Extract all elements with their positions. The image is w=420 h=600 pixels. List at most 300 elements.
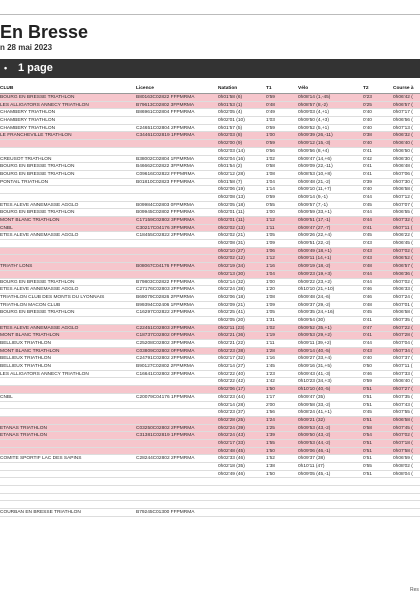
- velo-cell: 0h09'37 (29,-2): [298, 302, 331, 308]
- natation-cell: 0h02'05 (4): [218, 110, 243, 116]
- table-row[interactable]: [0, 432, 420, 440]
- natation-cell: 0h02'01 (10): [218, 118, 245, 124]
- velo-cell: 0h09'58 (33,-2): [298, 402, 331, 408]
- table-row[interactable]: [0, 194, 420, 202]
- table-row[interactable]: [0, 202, 420, 210]
- t1-cell: 0'59: [266, 125, 275, 131]
- t2-cell: 0'44: [363, 194, 372, 200]
- t1-cell: 1'42: [266, 379, 275, 385]
- course-cell: 0h07'27 (: [393, 387, 413, 393]
- licence-cell: C16297C02822 2FPMRMA: [136, 310, 195, 316]
- t1-cell: 1'00: [266, 133, 275, 139]
- course-cell: 0h06'36 (: [393, 271, 413, 277]
- t1-cell: 1'55: [266, 440, 275, 446]
- velo-cell: 0h09'47 (27,-7): [298, 225, 331, 231]
- course-cell: 0h07'17 (: [393, 110, 413, 116]
- natation-cell: 0h02'05 (20): [218, 317, 245, 323]
- table-row[interactable]: [0, 294, 420, 302]
- t1-cell: 1'08: [266, 294, 275, 300]
- t1-cell: 0'49: [266, 110, 275, 116]
- velo-cell: 0h09'49 (18,+1): [298, 248, 332, 254]
- velo-cell: 0h09'14 (40,-5): [298, 348, 331, 354]
- course-cell: 0h06'42 (: [393, 95, 413, 100]
- licence-cell: B08067C04176 FFPMRMA: [136, 264, 195, 270]
- velo-cell: 0h09'16 (31,+5): [298, 364, 332, 370]
- table-row[interactable]: [0, 363, 420, 371]
- t1-cell: 1'04: [266, 271, 275, 277]
- table-row[interactable]: [0, 132, 420, 140]
- col-header-course[interactable]: Course à: [393, 86, 414, 91]
- table-row[interactable]: [0, 378, 420, 386]
- table-row[interactable]: [0, 156, 420, 164]
- natation-cell: 0h01'58 (7): [218, 179, 243, 185]
- velo-cell: 0h10'10 (40,-5): [298, 387, 331, 393]
- t2-cell: 0'40: [363, 110, 372, 116]
- t1-cell: 1'03: [266, 118, 275, 124]
- natation-cell: 0h02'21 (36): [218, 333, 245, 339]
- licence-cell: C30217C04176 3FPMRMA: [136, 225, 195, 231]
- t1-cell: 0'59: [266, 194, 275, 200]
- table-row[interactable]: [0, 463, 420, 471]
- course-cell: 0h07'01 (: [393, 302, 413, 308]
- velo-cell: 0h09'11 (39,+2): [298, 341, 332, 346]
- course-cell: 0h07'22 (: [393, 325, 413, 331]
- t2-cell: 0'43: [363, 241, 372, 247]
- t1-cell: 1'39: [266, 433, 275, 439]
- table-row[interactable]: [0, 509, 420, 517]
- velo-cell: 0h09'19 (18,-2): [298, 264, 331, 270]
- t1-cell: 1'11: [266, 341, 275, 346]
- natation-cell: 0h02'49 (46): [218, 471, 245, 477]
- velo-cell: 0h09'10 (11,+7): [298, 187, 332, 193]
- t2-cell: 0'51: [363, 456, 372, 462]
- licence-cell: B09984C02803 0FPMRMA: [136, 202, 195, 208]
- club-cell: BOURG EN BRESSE TRIATHLON: [0, 310, 75, 316]
- table-row[interactable]: [0, 332, 420, 340]
- club-cell: ETES ALEVE ANNEMASSE AGGLO: [0, 325, 79, 331]
- footer-text: Res: [410, 587, 419, 593]
- club-cell: MONT BLANC TRIATHLON: [0, 333, 60, 339]
- t1-cell: 1'05: [266, 233, 275, 239]
- t2-cell: 0'51: [363, 394, 372, 400]
- natation-cell: 0h02'06 (18): [218, 294, 245, 300]
- course-cell: 0h07'35 (: [393, 394, 413, 400]
- course-cell: 0h06'52 (: [393, 256, 413, 262]
- table-row[interactable]: [0, 409, 420, 417]
- course-cell: 0h08'04 (: [393, 471, 413, 477]
- natation-cell: 0h02'02 (12): [218, 256, 245, 262]
- table-row[interactable]: [0, 279, 420, 287]
- t1-cell: 0'59: [266, 95, 275, 100]
- table-row[interactable]: [0, 402, 420, 410]
- col-header-t2[interactable]: T2: [363, 86, 369, 91]
- course-cell: 0h07'43 (: [393, 402, 413, 408]
- course-cell: 0h06'57 (: [393, 264, 413, 270]
- velo-cell: 0h09'51 (22,-2): [298, 241, 331, 247]
- course-cell: 0h06'55 (: [393, 210, 413, 216]
- col-header-licence[interactable]: Licence: [136, 86, 154, 91]
- club-cell: TRIATHLON MACON CLUB: [0, 302, 61, 308]
- velo-cell: 0h09'23 (19,+3): [298, 271, 332, 277]
- table-row[interactable]: [0, 340, 420, 348]
- velo-cell: 0h08'24 (41,+1): [298, 410, 332, 416]
- natation-cell: 0h02'14 (28): [218, 402, 245, 408]
- licence-cell: B86961C02804 FFPMRMA: [136, 110, 195, 116]
- natation-cell: 0h02'14 (32): [218, 279, 245, 285]
- table-row[interactable]: [0, 232, 420, 240]
- t1-cell: 1'38: [266, 464, 275, 469]
- velo-cell: 0h09'59 (33,+1): [298, 210, 332, 216]
- course-cell: 0h07'02 (: [393, 248, 413, 254]
- t1-cell: 1'12: [266, 218, 275, 223]
- natation-cell: 0h02'06 (19): [218, 187, 245, 193]
- licence-cell: C27176C02803 2FPMRMA: [136, 287, 195, 293]
- t2-cell: 0'51: [363, 471, 372, 477]
- t1-cell: 1'09: [266, 302, 275, 308]
- licence-cell: C03250C02802 2FPMRMA: [136, 425, 195, 431]
- t2-cell: 0'44: [363, 210, 372, 216]
- natation-cell: 0h02'17 (33): [218, 440, 245, 446]
- club-cell: COURBAN EN BRESSE TRIATHLON: [0, 510, 81, 516]
- velo-cell: 0h09'50 (4,+3): [298, 118, 329, 124]
- natation-cell: 0h02'08 (31): [218, 241, 245, 247]
- table-row[interactable]: [0, 255, 420, 263]
- table-row[interactable]: [0, 171, 420, 179]
- t1-cell: 1'14: [266, 187, 275, 193]
- club-cell: TRIATHLON CLUB DES MONTS DU LYONNAIS: [0, 294, 105, 300]
- course-cell: 0h07'02 (: [393, 433, 413, 439]
- natation-cell: 0h02'12 (28): [218, 171, 245, 177]
- t2-cell: 0'41: [363, 333, 372, 339]
- table-row[interactable]: [0, 386, 420, 394]
- club-cell: CHAMBERY TRIATHLON: [0, 118, 56, 124]
- club-cell: BOURG EN BRESSE TRIATHLON: [0, 164, 75, 170]
- club-cell: MONT BLANC TRIATHLON: [0, 218, 60, 223]
- table-row[interactable]: [0, 209, 420, 217]
- natation-cell: 0h01'53 (1): [218, 102, 243, 108]
- natation-cell: 0h02'24 (43): [218, 433, 245, 439]
- club-cell: LE FRANCHEVILLE TRIATHLON: [0, 133, 72, 139]
- t2-cell: 0'48: [363, 264, 372, 270]
- natation-cell: 0h02'03 (14): [218, 148, 245, 154]
- table-row[interactable]: [0, 355, 420, 363]
- club-cell: BOURG EN BRESSE TRIATHLON: [0, 210, 75, 216]
- t1-cell: 1'05: [266, 310, 275, 316]
- velo-cell: 0h09'51 (17,-1): [298, 218, 331, 223]
- table-row[interactable]: [0, 371, 420, 379]
- t1-cell: 1'06: [266, 248, 275, 254]
- natation-cell: 0h01'58 (6): [218, 95, 243, 100]
- licence-cell: C31381C02819 1FPMRMA: [136, 433, 195, 439]
- t1-cell: 1'31: [266, 317, 275, 323]
- club-cell: BOURG EN BRESSE TRIATHLON: [0, 171, 75, 177]
- table-header: [0, 84, 420, 94]
- natation-cell: 0h02'05 (18): [218, 202, 245, 208]
- club-cell: PONTAIL TRIATHLON: [0, 179, 49, 185]
- t2-cell: 0'47: [363, 325, 372, 331]
- club-cell: ETES ALEVE ANNEMASSE AGGLO: [0, 233, 79, 239]
- course-cell: 0h08'02 (: [393, 464, 413, 469]
- velo-cell: 0h09'03 (4,+1): [298, 110, 329, 116]
- natation-cell: 0h02'25 (41): [218, 310, 245, 316]
- table-row[interactable]: [0, 440, 420, 448]
- velo-cell: 0h09'43 (41,-3): [298, 371, 331, 377]
- chevron-dot-icon[interactable]: •: [4, 63, 8, 73]
- course-cell: 0h06'45 (: [393, 241, 413, 247]
- natation-cell: 0h02'02 (13): [218, 225, 245, 231]
- t1-cell: 1'08: [266, 171, 275, 177]
- table-row[interactable]: [0, 248, 420, 256]
- table-row[interactable]: [0, 448, 420, 456]
- t1-cell: 1'45: [266, 364, 275, 370]
- table-row[interactable]: [0, 109, 420, 117]
- natation-cell: 0h02'33 (46): [218, 456, 245, 462]
- licence-cell: C25208C02802 3FPMRMA: [136, 341, 195, 346]
- natation-cell: 0h02'19 (34): [218, 264, 245, 270]
- club-cell: CHAMBERY TRIATHLON: [0, 110, 56, 116]
- table-row[interactable]: [0, 163, 420, 171]
- natation-cell: 0h02'02 (21): [218, 233, 245, 239]
- velo-cell: 0h09'27 (33,+4): [298, 356, 332, 362]
- table-row[interactable]: [0, 117, 420, 125]
- course-cell: 0h06'57 (: [393, 102, 413, 108]
- course-cell: 0h07'30 (: [393, 179, 413, 185]
- table-row[interactable]: [0, 471, 420, 479]
- natation-cell: 0h02'00 (9): [218, 141, 243, 147]
- t2-cell: 0'44: [363, 341, 372, 346]
- licence-cell: C17159C02802 3FPMRMA: [136, 218, 195, 223]
- top-divider: [0, 14, 420, 15]
- table-row[interactable]: [0, 417, 420, 425]
- natation-cell: 0h02'09 (21): [218, 302, 245, 308]
- t1-cell: 0'48: [266, 102, 275, 108]
- table-row[interactable]: [0, 125, 420, 133]
- natation-cell: 0h02'08 (13): [218, 194, 245, 200]
- course-cell: 0h06'59 (: [393, 456, 413, 462]
- course-cell: 0h07'06 (: [393, 171, 413, 177]
- course-cell: 0h07'37 (: [393, 356, 413, 362]
- club-cell: ETES ALEVE ANNEMASSE AGGLO: [0, 202, 79, 208]
- club-cell: ETANAS TRIATHLON: [0, 425, 47, 431]
- t2-cell: 0'46: [363, 371, 372, 377]
- club-cell: MONT BLANC TRIATHLON: [0, 348, 60, 354]
- table-row[interactable]: [0, 94, 420, 102]
- natation-cell: 0h02'10 (27): [218, 248, 245, 254]
- licence-cell: C09616C02822 FFPMRMA: [136, 171, 195, 177]
- course-cell: 0h07'24 (: [393, 294, 413, 300]
- velo-cell: 0h09'48 (24,-6): [298, 294, 331, 300]
- t2-cell: 0'44: [363, 218, 372, 223]
- velo-cell: 0h09'21 (32): [298, 417, 325, 423]
- table-row[interactable]: [0, 394, 420, 402]
- velo-cell: 0h09'53 (43,-2): [298, 425, 331, 431]
- pagination-bar: [0, 59, 420, 78]
- t2-cell: 0'38: [363, 133, 372, 139]
- licence-cell: B01810C02823 FFPMRMA: [136, 179, 195, 185]
- velo-cell: 0h09'54 (30): [298, 317, 325, 323]
- table-row[interactable]: [0, 317, 420, 325]
- natation-cell: 0h02'11 (23): [218, 325, 245, 331]
- t1-cell: 1'50: [266, 387, 275, 393]
- natation-cell: 0h02'21 (22): [218, 341, 245, 346]
- table-row[interactable]: [0, 455, 420, 463]
- t2-cell: 0'41: [363, 164, 372, 170]
- course-cell: 0h06'40 (: [393, 141, 413, 147]
- table-row[interactable]: [0, 186, 420, 194]
- club-cell: CNBL: [0, 225, 13, 231]
- course-cell: 0h06'48 (: [393, 164, 413, 170]
- pagination-label[interactable]: 1 page: [18, 62, 53, 74]
- natation-cell: 0h02'13 (30): [218, 271, 245, 277]
- velo-cell: 0h09'47 (14,+6): [298, 156, 332, 162]
- t2-cell: 0'45: [363, 202, 372, 208]
- licence-cell: C20079C04176 1FPMRMA: [136, 394, 195, 400]
- licence-cell: B79613C02802 3FPMRMA: [136, 102, 195, 108]
- table-row[interactable]: [0, 501, 420, 509]
- natation-cell: 0h02'14 (27): [218, 364, 245, 370]
- t2-cell: 0'48: [363, 302, 372, 308]
- t2-cell: 0'46: [363, 294, 372, 300]
- velo-cell: 0h09'06 (46,-1): [298, 448, 331, 454]
- t2-cell: 0'23: [363, 95, 372, 100]
- natation-cell: 0h02'04 (16): [218, 156, 245, 162]
- col-header-natation[interactable]: Natation: [218, 86, 238, 91]
- velo-cell: 0h08'53 (10,+8): [298, 171, 332, 177]
- t2-cell: 0'41: [363, 171, 372, 177]
- table-row[interactable]: [0, 478, 420, 486]
- course-cell: 0h07'04 (: [393, 341, 413, 346]
- t1-cell: 1'02: [266, 156, 275, 162]
- table-row[interactable]: [0, 225, 420, 233]
- course-cell: 0h07'13 (: [393, 125, 413, 131]
- natation-cell: 0h02'22 (42): [218, 379, 245, 385]
- course-cell: 0h07'07 (: [393, 202, 413, 208]
- course-cell: 0h07'45 (: [393, 425, 413, 431]
- t1-cell: 1'50: [266, 471, 275, 477]
- t2-cell: 0'40: [363, 187, 372, 193]
- table-row[interactable]: [0, 140, 420, 148]
- club-cell: TRIATH' LONS: [0, 264, 33, 270]
- velo-cell: 0h09'53 (29,+2): [298, 333, 332, 339]
- table-row[interactable]: [0, 325, 420, 333]
- course-cell: 0h06'40 (: [393, 379, 413, 385]
- course-cell: 0h07'11 (: [393, 225, 413, 231]
- table-row[interactable]: [0, 179, 420, 187]
- course-cell: 0h07'11 (: [393, 364, 413, 370]
- t2-cell: 0'40: [363, 141, 372, 147]
- licence-cell: B90127C02802 2FPMRMA: [136, 364, 195, 370]
- course-cell: 0h07'35 (: [393, 317, 413, 323]
- velo-cell: 0h09'14 (9,-1): [298, 194, 328, 200]
- licence-cell: C18737C02802 0FPMRMA: [136, 333, 195, 339]
- t2-cell: 0'58: [363, 425, 372, 431]
- t2-cell: 0'40: [363, 118, 372, 124]
- t2-cell: 0'54: [363, 433, 372, 439]
- velo-cell: 0h10'10 (21,+10): [298, 287, 335, 293]
- velo-cell: 0h09'50 (43,-2): [298, 433, 331, 439]
- event-date: n 28 mai 2023: [0, 43, 53, 52]
- course-cell: 0h06'58 (: [393, 187, 413, 193]
- licence-cell: C24791C02802 2FPMRMA: [136, 356, 195, 362]
- t1-cell: 1'17: [266, 394, 275, 400]
- velo-cell: 0h09'35 (24,+16): [298, 310, 335, 316]
- table-row[interactable]: [0, 286, 420, 294]
- natation-cell: 0h02'03 (8): [218, 133, 243, 139]
- table-row[interactable]: [0, 425, 420, 433]
- table-row[interactable]: [0, 309, 420, 317]
- velo-cell: 0h08'57 (8,-2): [298, 102, 328, 108]
- t2-cell: 0'42: [363, 156, 372, 162]
- course-cell: 0h06'32 (: [393, 133, 413, 139]
- t1-cell: 1'56: [266, 410, 275, 416]
- t1-cell: 1'09: [266, 241, 275, 247]
- t1-cell: 0'58: [266, 164, 275, 170]
- club-cell: BOURG EN BRESSE TRIATHLON: [0, 95, 75, 100]
- table-row[interactable]: [0, 348, 420, 356]
- table-row[interactable]: [0, 148, 420, 156]
- natation-cell: 0h02'23 (44): [218, 394, 245, 400]
- course-cell: 0h07'33 (: [393, 371, 413, 377]
- natation-cell: 0h02'48 (45): [218, 448, 245, 454]
- natation-cell: 0h02'06 (17): [218, 387, 245, 393]
- natation-cell: 0h02'23 (37): [218, 410, 245, 416]
- licence-cell: B80163C02822 FFPMRMA: [136, 95, 195, 100]
- t1-cell: 1'02: [266, 325, 275, 331]
- velo-cell: 0h09'39 (26,-11): [298, 133, 333, 139]
- col-header-velo[interactable]: Vélo: [298, 86, 309, 91]
- table-row[interactable]: [0, 240, 420, 248]
- t2-cell: 0'51: [363, 387, 372, 393]
- course-cell: 0h07'12 (: [393, 194, 413, 200]
- table-row[interactable]: [0, 271, 420, 279]
- course-cell: 0h07'58 (: [393, 448, 413, 454]
- natation-cell: 0h02'23 (38): [218, 348, 245, 354]
- t2-cell: 0'40: [363, 356, 372, 362]
- t1-cell: 1'25: [266, 425, 275, 431]
- table-row[interactable]: [0, 263, 420, 271]
- t1-cell: 1'16: [266, 264, 275, 270]
- t2-cell: 0'44: [363, 279, 372, 285]
- course-cell: 0h06'58 (: [393, 310, 413, 316]
- table-row[interactable]: [0, 217, 420, 225]
- t2-cell: 0'51: [363, 440, 372, 446]
- t1-cell: 0'59: [266, 141, 275, 147]
- table-row[interactable]: [0, 102, 420, 110]
- velo-cell: 0h09'09 (22,-11): [298, 164, 333, 170]
- t2-cell: 0'51: [363, 417, 372, 423]
- velo-cell: 0h09'12 (15,-3): [298, 141, 331, 147]
- t2-cell: 0'40: [363, 125, 372, 131]
- velo-cell: 0h09'05 (45,-1): [298, 471, 331, 477]
- t2-cell: 0'45: [363, 410, 372, 416]
- table-row[interactable]: [0, 302, 420, 310]
- natation-cell: 0h02'24 (38): [218, 287, 245, 293]
- t1-cell: 1'19: [266, 333, 275, 339]
- table-row[interactable]: [0, 494, 420, 502]
- t2-cell: 0'43: [363, 256, 372, 262]
- t1-cell: 0'55: [266, 202, 275, 208]
- col-header-t1[interactable]: T1: [266, 86, 272, 91]
- licence-cell: B69079C02826 2FPMRMA: [136, 294, 195, 300]
- col-header-club[interactable]: CLUB: [0, 86, 14, 91]
- club-cell: BOURG EN BRESSE TRIATHLON: [0, 279, 75, 285]
- course-cell: 0h07'55 (: [393, 410, 413, 416]
- table-row[interactable]: [0, 486, 420, 494]
- club-cell: BELLIEUX TRIATHLON: [0, 341, 52, 346]
- course-cell: 0h06'56 (: [393, 118, 413, 124]
- t2-cell: 0'45: [363, 233, 372, 239]
- licence-cell: C34461C02819 1FPMRMA: [136, 133, 195, 139]
